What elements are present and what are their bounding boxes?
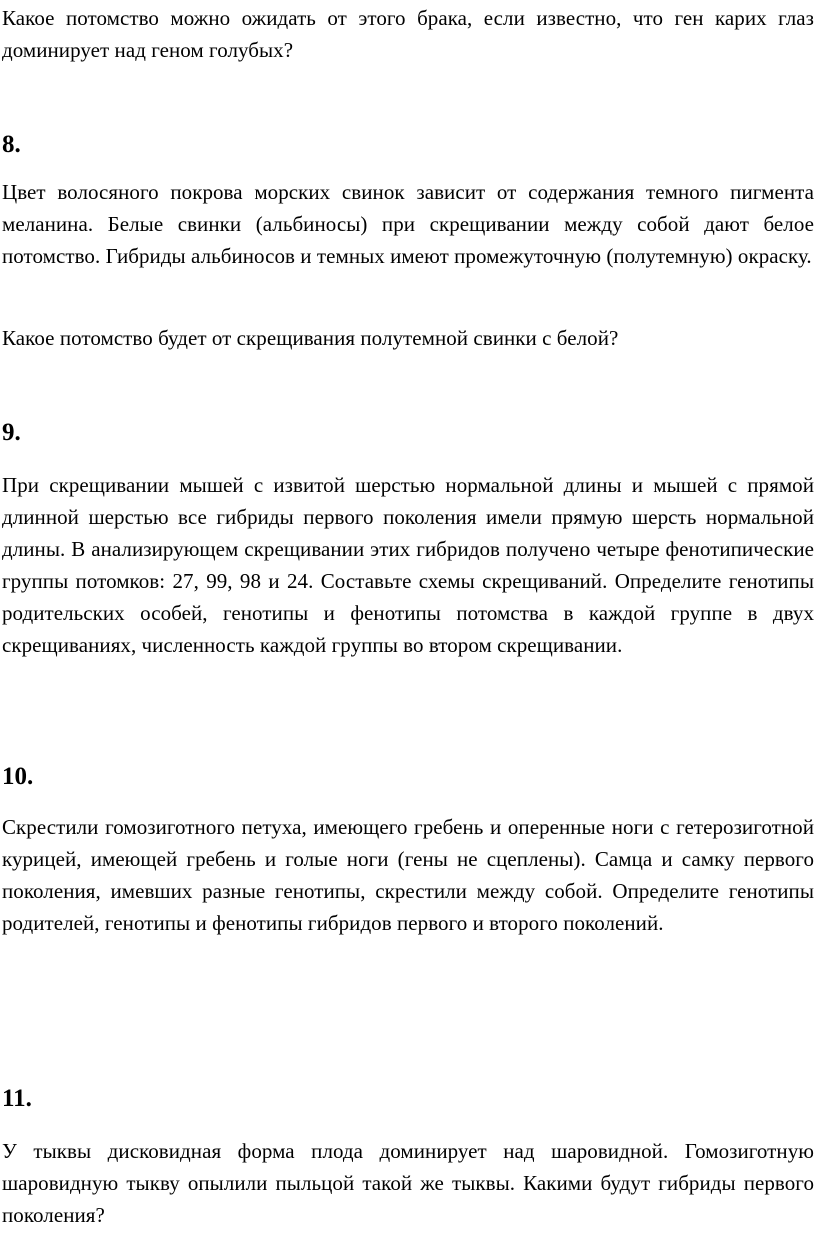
task-10-number: 10.	[2, 763, 34, 790]
task-8-condition: Цвет волосяного покрова морских свинок зависит от содержания темного пигмента меланина. Белые свинки (альбиносы) при скрещивании между собой дают белое потомство. Гибриды альбиносов и темных имеют промежуточную (полутемную) окраску.	[2, 180, 814, 268]
task-8-question: Какое потомство будет от скрещивания полутемной свинки с белой?	[2, 326, 619, 350]
task-11-number: 11.	[2, 1085, 32, 1112]
task-8-number: 8.	[2, 131, 21, 158]
task-11-text: У тыквы дисковидная форма плода доминирует над шаровидной. Гомозиготную шаровидную тыкву опылили пыльцой такой же тыквы. Какими будут гибриды первого поколения?	[2, 1139, 814, 1227]
intro-question: Какое потомство можно ожидать от этого брака, если известно, что ген карих глаз доминирует над геном голубых?	[2, 6, 814, 62]
task-9-number: 9.	[2, 419, 21, 446]
task-9-text: При скрещивании мышей с извитой шерстью нормальной длины и мышей с прямой длинной шерстью все гибриды первого поколения имели прямую шерсть нормальной длины. В анализирующем скрещивании этих гибридов получено четыре фенотипические группы потомков: 27, 99, 98 и 24. Составьте схемы скрещиваний. Определите генотипы родительских особей, генотипы и фенотипы потомства в каждой группе в двух скрещиваниях, численность каждой группы во втором скрещивании.	[2, 473, 814, 657]
task-10-text: Скрестили гомозиготного петуха, имеющего гребень и оперенные ноги с гетерозиготной курицей, имеющей гребень и голые ноги (гены не сцеплены). Самца и самку первого поколения, имевших разные генотипы, скрестили между собой. Определите генотипы родителей, генотипы и фенотипы гибридов первого и второго поколений.	[2, 815, 814, 935]
